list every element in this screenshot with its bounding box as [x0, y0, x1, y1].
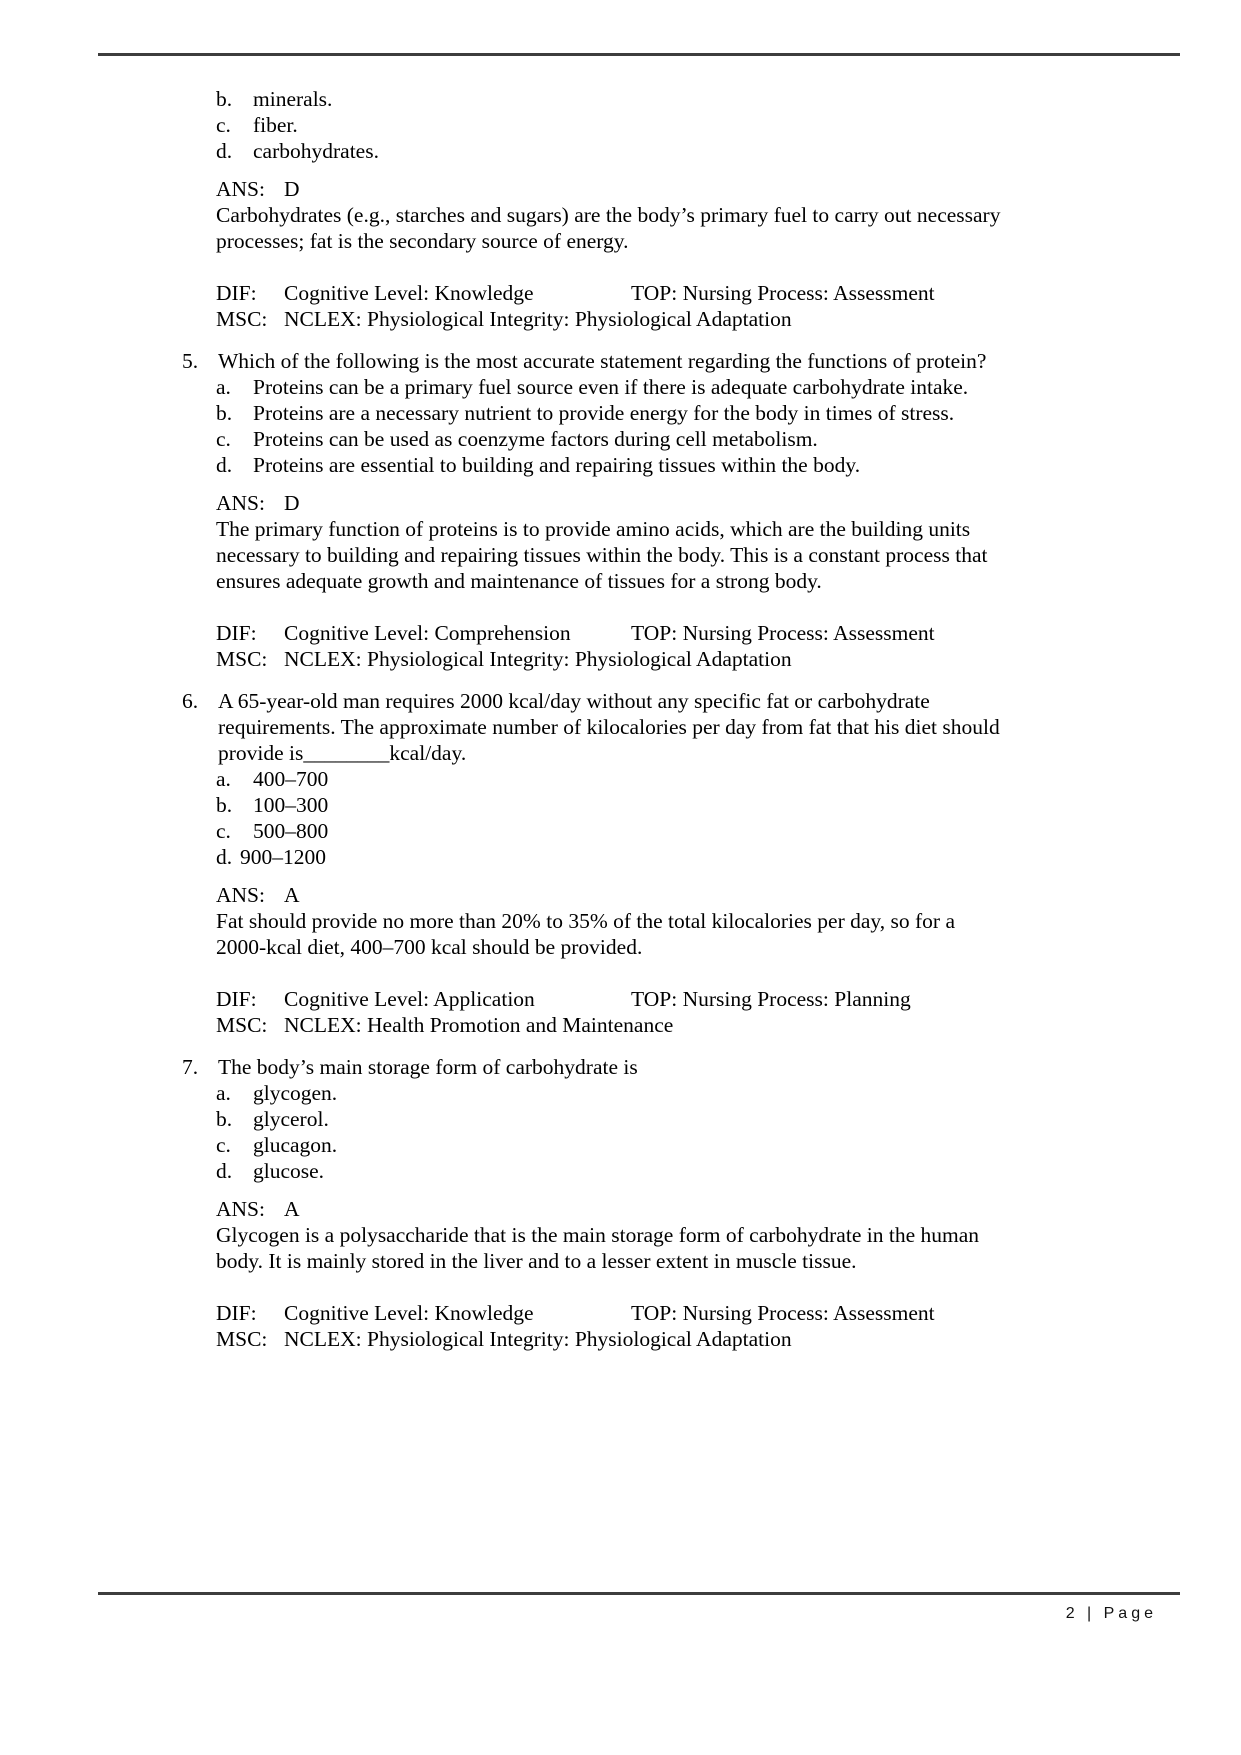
question-number: 7.	[182, 1055, 199, 1079]
option-letter: b.	[216, 87, 233, 111]
answer-option	[216, 374, 1192, 400]
answer-option	[216, 844, 1192, 870]
option-letter: a.	[216, 767, 231, 791]
rationale-line: processes; fat is the secondary source of energy.	[216, 229, 629, 253]
question-stem	[182, 1054, 1192, 1080]
rationale-line: body. It is mainly stored in the liver and to a lesser extent in muscle tissue.	[216, 1249, 857, 1273]
rationale-line: Carbohydrates (e.g., starches and sugars) are the body’s primary fuel to carry out necessary	[216, 203, 1001, 227]
option-letter: d.	[216, 1159, 233, 1183]
rationale-line: Glycogen is a polysaccharide that is the main storage form of carbohydrate in the human	[216, 1223, 979, 1247]
option-text: fiber.	[253, 113, 298, 137]
dif-label: DIF:	[216, 1301, 257, 1325]
dif-line	[216, 986, 1192, 1012]
question-indent	[182, 714, 218, 740]
option-text: glucose.	[253, 1159, 325, 1183]
answer-option	[216, 1132, 1192, 1158]
rationale-line: Fat should provide no more than 20% to 35% of the total kilocalories per day, so for a	[216, 909, 955, 933]
question-number: 5.	[182, 349, 199, 373]
msc-line	[216, 1326, 1192, 1352]
answer-option	[216, 400, 1192, 426]
answer-option	[216, 138, 1192, 164]
page-content	[182, 86, 1192, 1352]
dif-value: Cognitive Level: Knowledge	[284, 281, 534, 305]
top-value: TOP: Nursing Process: Planning	[631, 987, 911, 1011]
answer-line	[216, 490, 1192, 516]
question-indent	[182, 740, 218, 766]
option-letter: c.	[216, 113, 231, 137]
dif-line	[216, 620, 1192, 646]
msc-value: NCLEX: Physiological Integrity: Physiological Adaptation	[284, 307, 792, 331]
answer-option	[216, 1158, 1192, 1184]
option-letter: b.	[216, 793, 233, 817]
answer-label: ANS:	[216, 491, 265, 515]
option-letter: c.	[216, 427, 231, 451]
top-value: TOP: Nursing Process: Assessment	[631, 621, 935, 645]
answer-option	[216, 86, 1192, 112]
option-text: Proteins can be a primary fuel source even if there is adequate carbohydrate intake.	[253, 375, 969, 399]
option-text: glycerol.	[253, 1107, 329, 1131]
question-stem-line: Which of the following is the most accurate statement regarding the functions of protein?	[218, 349, 987, 373]
dif-value: Cognitive Level: Knowledge	[284, 1301, 534, 1325]
dif-label: DIF:	[216, 621, 257, 645]
msc-line	[216, 306, 1192, 332]
option-text: glucagon.	[253, 1133, 338, 1157]
option-letter: c.	[216, 1133, 231, 1157]
answer-option	[216, 1080, 1192, 1106]
option-text: Proteins can be used as coenzyme factors during cell metabolism.	[253, 427, 818, 451]
dif-label: DIF:	[216, 987, 257, 1011]
msc-label: MSC:	[216, 307, 268, 331]
option-text: carbohydrates.	[253, 139, 379, 163]
answer-line	[216, 176, 1192, 202]
option-letter: d.	[216, 139, 233, 163]
rationale-line: 2000-kcal diet, 400–700 kcal should be provided.	[216, 935, 643, 959]
option-letter: a.	[216, 1081, 231, 1105]
option-letter: d.	[216, 845, 233, 869]
answer-value: A	[284, 883, 300, 907]
question-block-partial	[182, 86, 1192, 332]
answer-value: A	[284, 1197, 300, 1221]
rationale-line: The primary function of proteins is to provide amino acids, which are the building units	[216, 517, 971, 541]
answer-option	[216, 818, 1192, 844]
answer-value: D	[284, 491, 300, 515]
answer-option	[216, 792, 1192, 818]
option-text: glycogen.	[253, 1081, 338, 1105]
question-stem	[182, 740, 1192, 766]
question-stem	[182, 688, 1192, 714]
msc-value: NCLEX: Health Promotion and Maintenance	[284, 1013, 674, 1037]
answer-option	[216, 766, 1192, 792]
dif-value: Cognitive Level: Comprehension	[284, 621, 571, 645]
msc-value: NCLEX: Physiological Integrity: Physiological Adaptation	[284, 1327, 792, 1351]
msc-label: MSC:	[216, 1327, 268, 1351]
option-letter: b.	[216, 1107, 233, 1131]
question-stem-line: A 65-year-old man requires 2000 kcal/day without any specific fat or carbohydrate	[218, 689, 930, 713]
option-text: Proteins are a necessary nutrient to provide energy for the body in times of stress.	[253, 401, 955, 425]
question-stem-line: The body’s main storage form of carbohydrate is	[218, 1055, 638, 1079]
option-text: 100–300	[253, 793, 329, 817]
top-value: TOP: Nursing Process: Assessment	[631, 1301, 935, 1325]
page-number-label: 2 | Page	[1065, 1605, 1157, 1622]
option-text: Proteins are essential to building and repairing tissues within the body.	[253, 453, 861, 477]
answer-label: ANS:	[216, 1197, 265, 1221]
answer-label: ANS:	[216, 177, 265, 201]
footer-rule	[98, 1592, 1180, 1595]
question-stem	[182, 714, 1192, 740]
msc-line	[216, 1012, 1192, 1038]
header-rule	[98, 53, 1180, 56]
option-letter: d.	[216, 453, 233, 477]
answer-option	[216, 1106, 1192, 1132]
option-letter: c.	[216, 819, 231, 843]
answer-option	[216, 452, 1192, 478]
answer-label: ANS:	[216, 883, 265, 907]
msc-label: MSC:	[216, 647, 268, 671]
rationale-line: ensures adequate growth and maintenance of tissues for a strong body.	[216, 569, 822, 593]
question-stem-line: provide is________kcal/day.	[218, 741, 467, 765]
dif-value: Cognitive Level: Application	[284, 987, 535, 1011]
option-text: minerals.	[253, 87, 333, 111]
answer-value: D	[284, 177, 300, 201]
answer-line	[216, 882, 1192, 908]
answer-option	[216, 112, 1192, 138]
top-value: TOP: Nursing Process: Assessment	[631, 281, 935, 305]
question-stem-line: requirements. The approximate number of kilocalories per day from fat that his diet should	[218, 715, 1000, 739]
option-text: 400–700	[253, 767, 329, 791]
answer-line	[216, 1196, 1192, 1222]
question-number: 6.	[182, 689, 199, 713]
answer-option	[216, 426, 1192, 452]
dif-line	[216, 280, 1192, 306]
option-letter: b.	[216, 401, 233, 425]
rationale-line: necessary to building and repairing tissues within the body. This is a constant process that	[216, 543, 988, 567]
dif-label: DIF:	[216, 281, 257, 305]
question-block-7	[182, 1054, 1192, 1352]
question-block-5	[182, 348, 1192, 672]
msc-value: NCLEX: Physiological Integrity: Physiological Adaptation	[284, 647, 792, 671]
dif-line	[216, 1300, 1192, 1326]
question-stem	[182, 348, 1192, 374]
option-text: 900–1200	[240, 845, 326, 869]
msc-line	[216, 646, 1192, 672]
question-block-6	[182, 688, 1192, 1038]
option-letter: a.	[216, 375, 231, 399]
msc-label: MSC:	[216, 1013, 268, 1037]
option-text: 500–800	[253, 819, 329, 843]
